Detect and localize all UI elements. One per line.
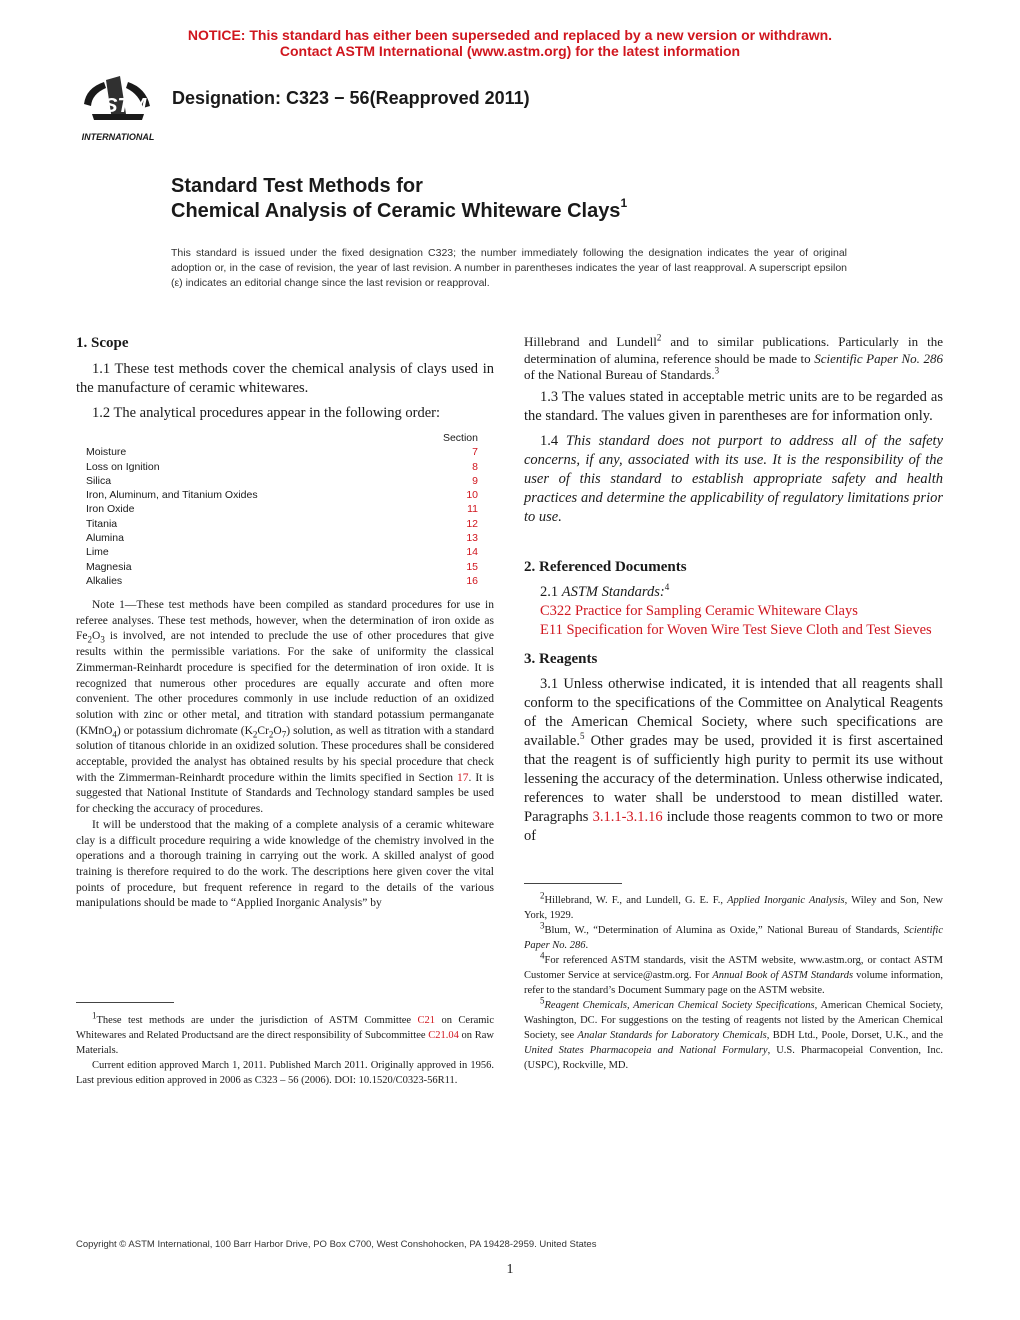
procedure-name: Iron, Aluminum, and Titanium Oxides (86, 489, 258, 502)
title-line-1: Standard Test Methods for (171, 175, 423, 197)
section-17-link[interactable]: 17 (456, 771, 469, 784)
procedure-name: Alkalies (86, 574, 123, 587)
reagents-heading: 3. Reagents (524, 651, 598, 667)
title-line-2 (171, 196, 628, 223)
footnote-rule-left (76, 1002, 174, 1003)
procedure-name: Silica (86, 474, 112, 487)
table-row (86, 445, 478, 459)
notice-line-2: Contact ASTM International (www.astm.org) for the latest information (279, 43, 741, 59)
procedure-name: Iron Oxide (86, 503, 135, 516)
section-link[interactable]: 7 (472, 446, 478, 459)
section-link[interactable]: 14 (466, 546, 478, 559)
procedure-name: Moisture (86, 446, 127, 459)
e11-link: E11 (540, 622, 563, 638)
table-rows (86, 445, 478, 588)
astm-standards-label: 2.1 ASTM Standards:$^4$ (540, 582, 670, 600)
footnote-rule-right (524, 883, 622, 884)
c322-link: C322 (540, 603, 572, 619)
scope-1-4: 1.4 This standard does not purport to address all of the safety concerns, if any, associated with its use. It is the responsibility of the user of this standard to establish appropriate safety and health practices and determine the applicability of regulatory limitations prior to use. (524, 433, 944, 525)
table-row (86, 574, 478, 588)
procedure-name: Titania (86, 517, 118, 530)
note-1 (76, 598, 494, 912)
reagents-3-1: 3.1 Unless otherwise indicated, it is intended that all reagents shall conform to the specifications of the Committee on Analytical Reagents of the American Chemical Society, where such specifications are available.$^5$ Other grades may be used, provided it is first ascertained that the reagent is of sufficiently high purity to permit its use without lessening the accuracy of the determination. Unless otherwise indicated, references to water shall be understood to mean distilled water. Paragraphs 3.1.1-3.1.16 include those reagents common to two or more of (524, 676, 943, 844)
logo-text: ASTM (89, 95, 147, 117)
referenced-documents (524, 558, 943, 846)
scope-1-3: 1.3 The values stated in acceptable metric units are to be regarded as the standard. The values given in parentheses are for information only. (524, 389, 943, 424)
table-header: Section (442, 432, 478, 444)
section-link[interactable]: 11 (467, 503, 478, 516)
table-row (86, 545, 478, 559)
section-link[interactable]: 12 (466, 517, 478, 530)
paragraphs-link[interactable]: 3.1.1-3.1.16 (592, 809, 663, 825)
footnote-4: 4For referenced ASTM standards, visit the ASTM website, www.astm.org, or contact ASTM Customer Service at service@astm.org. For Annual Book of ASTM Standards volume information, refer to the standard’s Document Summary page on the ASTM website. (524, 950, 943, 996)
title-text: Chemical Analysis of Ceramic Whiteware Clays (171, 200, 621, 222)
scope-1-3-1-4 (524, 388, 943, 527)
procedure-table (86, 431, 478, 588)
note-1-paragraph-2: It will be understood that the making of a complete analysis of a ceramic whiteware clay is a difficult procedure requiring a wide knowledge of the chemistry involved in the operations and a thorough training in carrying out the work. A skilled analyst of good training is therefore required to do the work. The descriptions here given cover the vital points of procedure, but frequent reference in regard to the details of the various manipulations should be made to “Applied Inorganic Analysis” by (76, 818, 494, 910)
footnote-2: 2Hillebrand, W. F., and Lundell, G. E. F., Applied Inorganic Analysis, Wiley and Son, New York, 1929. (524, 890, 943, 921)
procedure-name: Alumina (86, 532, 124, 545)
withdrawn-notice (0, 27, 1020, 59)
section-link[interactable]: 8 (472, 460, 478, 473)
table-row (86, 460, 478, 474)
procedure-name: Lime (86, 546, 109, 559)
table-row (86, 531, 478, 545)
scope-1-2: 1.2 The analytical procedures appear in the following order: (92, 405, 441, 421)
designation: Designation: C323 − 56(Reapproved 2011) (172, 88, 530, 108)
scope-1-1: 1.1 These test methods cover the chemical analysis of clays used in the manufacture of ceramic whitewares. (76, 361, 494, 396)
table-row (86, 488, 478, 502)
intro-paragraph: This standard is issued under the fixed designation C323; the number immediately following the designation indicates the year of original adoption or, in the case of revision, the year of last revision. A number in parentheses indicates the year of last reapproval. A superscript epsilon (ε) indicates an editorial change since the last revision or reapproval. (171, 247, 847, 289)
footnote-3: 3Blum, W., “Determination of Alumina as Oxide,” National Bureau of Standards, Scientific Paper No. 286. (524, 920, 943, 951)
title-footnote-mark: 1 (620, 196, 628, 210)
section-link[interactable]: 10 (466, 489, 478, 502)
scope-heading: 1. Scope (76, 335, 129, 351)
scope-section (76, 334, 494, 423)
table-row (86, 474, 478, 488)
section-link[interactable]: 13 (466, 532, 478, 545)
astm-logo (76, 74, 160, 144)
section-link[interactable]: 9 (472, 474, 478, 487)
ref-c322[interactable]: C322 Practice for Sampling Ceramic Whiteware Clays (540, 603, 858, 619)
c21-04-link[interactable]: C21.04 (428, 1030, 459, 1041)
notice-line-1: NOTICE: This standard has either been superseded and replaced by a new version or withdrawn. (187, 27, 833, 43)
table-row (86, 517, 478, 531)
footnote-1-edition: Current edition approved March 1, 2011. Published March 2011. Originally approved in 1956. Last previous edition approved in 2006 as C323 – 56 (2006). DOI: 10.1520/C0323-56R11. (76, 1060, 494, 1086)
scope-continued (524, 334, 943, 384)
page-number: 1 (506, 1262, 514, 1277)
note-1-text: Note 1—These test methods have been compiled as standard procedures for use in referee analyses. These test methods, however, when the determination of iron oxide as $Fe_2O_3$ is involved, are not intended to preclude the use of other procedures that give results within the permissible variations. For the sake of uniformity the classical Zimmerman-Reinhardt procedure is specified for the determination of iron oxide. It is recognized that numerous other procedures are equally accurate and often more convenient. The other procedures commonly in use include reduction of an oxidized solution with zinc or other metal, and titration with standard potassium permanganate (KMnO$_4$) or potassium dichromate $(K_2Cr_2O_7)$ solution, as well as titration with a standard solution of titanous chloride in an oxidized solution. These procedures shall be considered acceptable, provided the analyst has obtained results by his special procedure that check with the Zimmerman-Reinhardt procedure within the limits specified in Section 17. It is suggested that National Institute of Standards and Technology standard samples be used for checking the accuracy of procedures. (76, 599, 494, 816)
footnotes-right (524, 890, 943, 1073)
section-link[interactable]: 15 (466, 560, 478, 573)
procedure-name: Loss on Ignition (86, 460, 160, 473)
table-row (86, 502, 478, 516)
footnotes-left (76, 1010, 494, 1088)
ref-e11[interactable]: E11 Specification for Woven Wire Test Sieve Cloth and Test Sieves (540, 622, 932, 638)
referenced-documents-heading: 2. Referenced Documents (524, 559, 687, 575)
scope-continued-text: Hillebrand and Lundell$^2$ and to similar publications. Particularly in the determination of alumina, reference should be made to Scientific Paper No. 286 of the National Bureau of Standards.$^3$ (524, 332, 943, 382)
footnote-1: 1These test methods are under the jurisdiction of ASTM Committee C21 on Ceramic Whitewares and Related Productsand are the direct responsibility of Subcommittee C21.04 on Raw Materials. (76, 1010, 494, 1056)
procedure-name: Magnesia (86, 560, 132, 573)
copyright: Copyright © ASTM International, 100 Barr Harbor Drive, PO Box C700, West Conshohocken, PA 19428-2959. United States (76, 1239, 597, 1250)
logo-subtext: INTERNATIONAL (81, 132, 155, 142)
section-link[interactable]: 16 (466, 574, 478, 587)
footnote-5: 5Reagent Chemicals, American Chemical Society Specifications, American Chemical Society, Washington, DC. For suggestions on the testing of reagents not listed by the American Chemical Society, see Analar Standards for Laboratory Chemicals, BDH Ltd., Poole, Dorset, U.K., and the United States Pharmacopeia and National Formulary, U.S. Pharmacopeial Convention, Inc. (USPC), Rockville, MD. (524, 995, 943, 1071)
table-row (86, 560, 478, 574)
c21-link[interactable]: C21 (417, 1015, 436, 1026)
